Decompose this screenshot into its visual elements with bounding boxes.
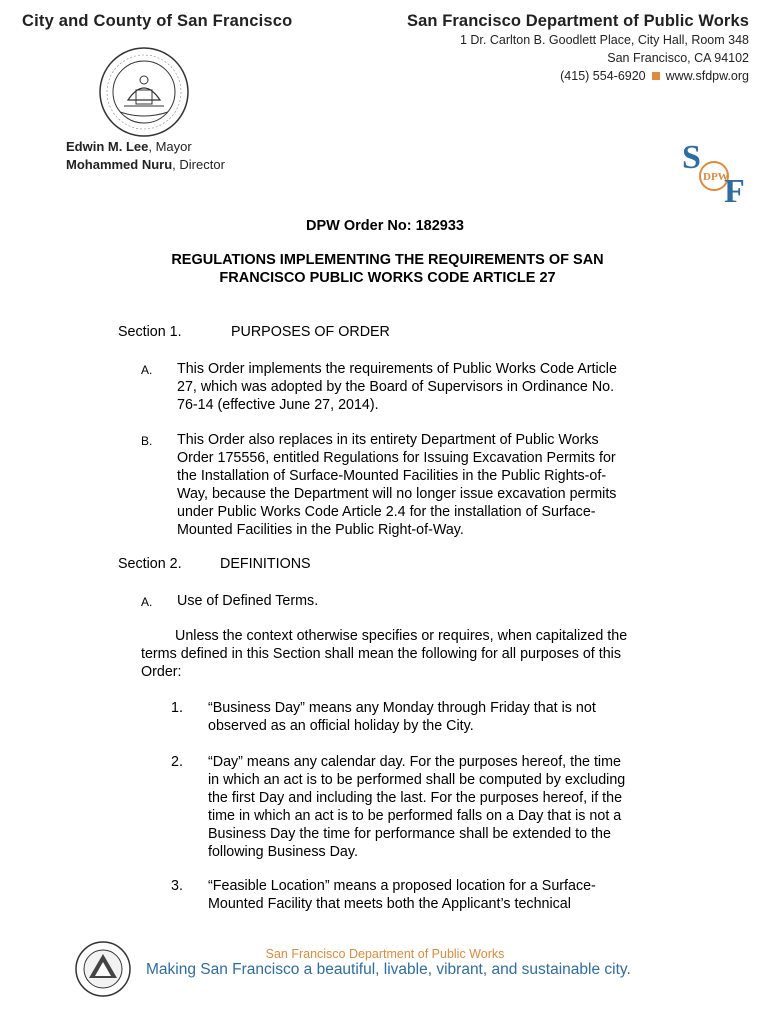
officials-block <box>66 138 225 174</box>
phone-number: (415) 554-6920 <box>560 69 646 83</box>
paragraph-line: in which an act is to be performed shall be computed by excluding <box>208 772 626 788</box>
section-1-item-b-letter: B. <box>141 434 153 448</box>
definition-2-text <box>208 753 625 861</box>
paragraph-line: This Order also replaces in its entirety Department of Public Works <box>177 432 599 448</box>
sfdpw-logo-icon <box>680 140 752 206</box>
paragraph-line: the first Day and including the last. For the purposes hereof, if the <box>208 790 623 806</box>
definition-3-text <box>208 877 596 913</box>
section-2-item-a-heading: Use of Defined Terms. <box>177 593 319 609</box>
paragraph-line: Order 175556, entitled Regulations for Issuing Excavation Permits for <box>177 450 616 466</box>
mayor-line <box>66 138 225 156</box>
order-title <box>150 251 625 287</box>
logo-letters-dpw: DPW <box>703 171 729 183</box>
order-title-line-1: REGULATIONS IMPLEMENTING THE REQUIREMENTS OF SAN <box>171 252 604 268</box>
section-1-item-b-text <box>177 431 616 539</box>
city-county-title: City and County of San Francisco <box>22 12 293 30</box>
paragraph-line: observed as an official holiday by the City. <box>208 718 474 734</box>
definition-1-number: 1. <box>171 700 183 716</box>
footer-department: San Francisco Department of Public Works <box>265 947 505 961</box>
paragraph-line: 27, which was adopted by the Board of Supervisors in Ordinance No. <box>177 379 615 395</box>
section-2-label: Section 2. <box>118 556 182 572</box>
logo-letter-f: F <box>724 173 745 206</box>
section-1-heading: PURPOSES OF ORDER <box>231 324 390 340</box>
paragraph-line: the Installation of Surface-Mounted Facilities in the Public Rights-of- <box>177 468 607 484</box>
paragraph-line: Mounted Facilities in the Public Right-of-Way. <box>177 522 464 538</box>
department-name: San Francisco Department of Public Works <box>406 12 749 30</box>
definition-1-text <box>208 699 596 735</box>
paragraph-line: Order: <box>141 664 182 680</box>
paragraph-line: terms defined in this Section shall mean the following for all purposes of this <box>141 646 621 662</box>
paragraph-line: following Business Day. <box>208 844 358 860</box>
director-title: , Director <box>172 157 225 172</box>
section-2-item-a-letter: A. <box>141 595 153 609</box>
address-line-2: San Francisco, CA 94102 <box>607 51 749 65</box>
paragraph-line: Mounted Facility that meets both the Applicant’s technical <box>208 896 571 912</box>
paragraph-line: “Feasible Location” means a proposed location for a Surface- <box>208 878 596 894</box>
paragraph-line: This Order implements the requirements of Public Works Code Article <box>177 361 617 377</box>
paragraph-line: time in which an act is to be performed falls on a Day that is not a <box>208 808 622 824</box>
logo-letter-s: S <box>682 140 701 176</box>
order-title-line-2: FRANCISCO PUBLIC WORKS CODE ARTICLE 27 <box>219 270 556 286</box>
paragraph-line: Business Day the time for performance shall be extended to the <box>208 826 611 842</box>
mayor-name: Edwin M. Lee <box>66 139 149 154</box>
footer-motto: Making San Francisco a beautiful, livable, vibrant, and sustainable city. <box>146 961 631 978</box>
section-1-item-a-text <box>177 360 617 414</box>
city-seal-icon <box>98 46 190 138</box>
paragraph-line: 76-14 (effective June 27, 2014). <box>177 397 379 413</box>
paragraph-line: “Day” means any calendar day. For the purposes hereof, the time <box>208 754 621 770</box>
definition-3-number: 3. <box>171 878 183 894</box>
section-1-label: Section 1. <box>118 324 182 340</box>
mayor-title: , Mayor <box>148 139 192 154</box>
section-1-item-a-letter: A. <box>141 363 153 377</box>
paragraph-line: “Business Day” means any Monday through Friday that is not <box>208 700 596 716</box>
definition-2-number: 2. <box>171 754 183 770</box>
department-header <box>407 12 749 85</box>
paragraph-line: under Public Works Code Article 2.4 for the installation of Surface- <box>177 504 596 520</box>
order-number: DPW Order No: 182933 <box>306 218 464 234</box>
separator-square-icon <box>652 72 660 80</box>
contact-line <box>407 67 749 85</box>
paragraph-line: Unless the context otherwise specifies or requires, when capitalized the <box>175 628 628 644</box>
director-line <box>66 156 225 174</box>
website-link[interactable]: www.sfdpw.org <box>665 69 749 83</box>
paragraph-line: Way, because the Department will no longer issue excavation permits <box>177 486 617 502</box>
address-line-1: 1 Dr. Carlton B. Goodlett Place, City Hall, Room 348 <box>459 33 749 47</box>
definitions-intro <box>141 627 661 681</box>
section-2-heading: DEFINITIONS <box>220 556 311 572</box>
director-name: Mohammed Nuru <box>66 157 173 172</box>
